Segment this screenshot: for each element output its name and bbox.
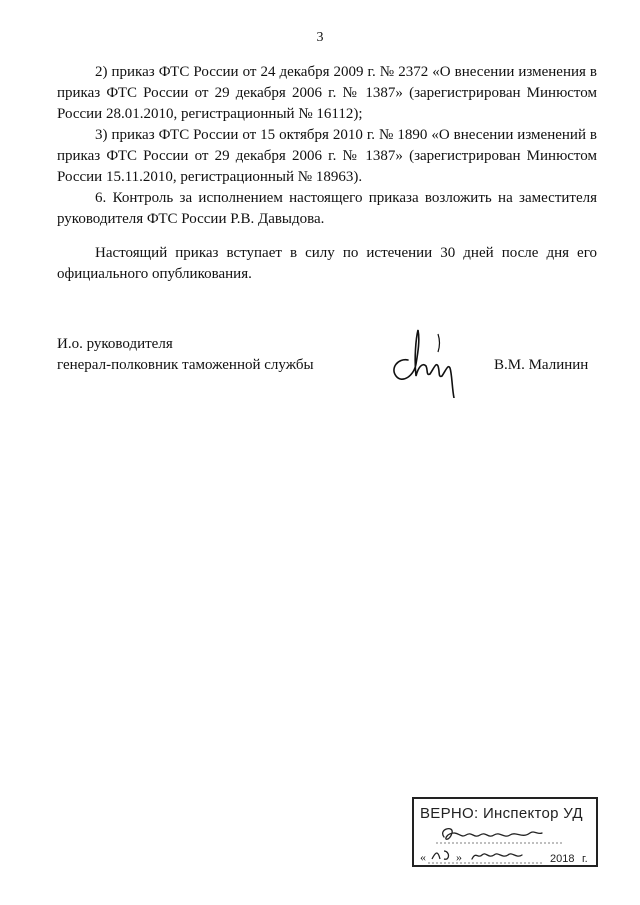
page-number: 3 — [316, 30, 324, 45]
signatory-name: В.М. Малинин — [494, 357, 589, 373]
paragraph-control: 6. Контроль за исполнением настоящего приказа возложить на заместителя руководителя ФТС России Р.В. Давыдова. — [57, 190, 597, 227]
stamp-handwriting — [414, 799, 600, 869]
stamp-text: ВЕРНО: Инспектор УД — [420, 805, 583, 822]
paragraph-effective-date: Настоящий приказ вступает в силу по истечении 30 дней после дня его официального опубликования. — [57, 245, 597, 282]
svg-text:«: « — [420, 850, 426, 864]
stamp-year: 2018 — [550, 853, 575, 865]
paragraph-item-2: 2) приказ ФТС России от 24 декабря 2009 г. № 2372 «О внесении изменения в приказ ФТС России от 29 декабря 2006 г. № 1387» (зарегистрирован Минюстом России 28.01.2010, регистрационный № 16112); — [57, 64, 597, 122]
signatory-rank: генерал-полковник таможенной службы — [57, 357, 314, 373]
svg-text:»: » — [456, 850, 462, 864]
certification-stamp — [412, 797, 598, 867]
signatory-position: И.о. руководителя — [57, 336, 173, 352]
handwritten-signature — [378, 318, 468, 398]
svg-text:г.: г. — [582, 853, 588, 865]
paragraph-item-3: 3) приказ ФТС России от 15 октября 2010 г. № 1890 «О внесении изменений в приказ ФТС России от 29 декабря 2006 г. № 1387» (зарегистрирован Минюстом России 15.11.2010, регистрационный № 18963). — [57, 127, 597, 185]
